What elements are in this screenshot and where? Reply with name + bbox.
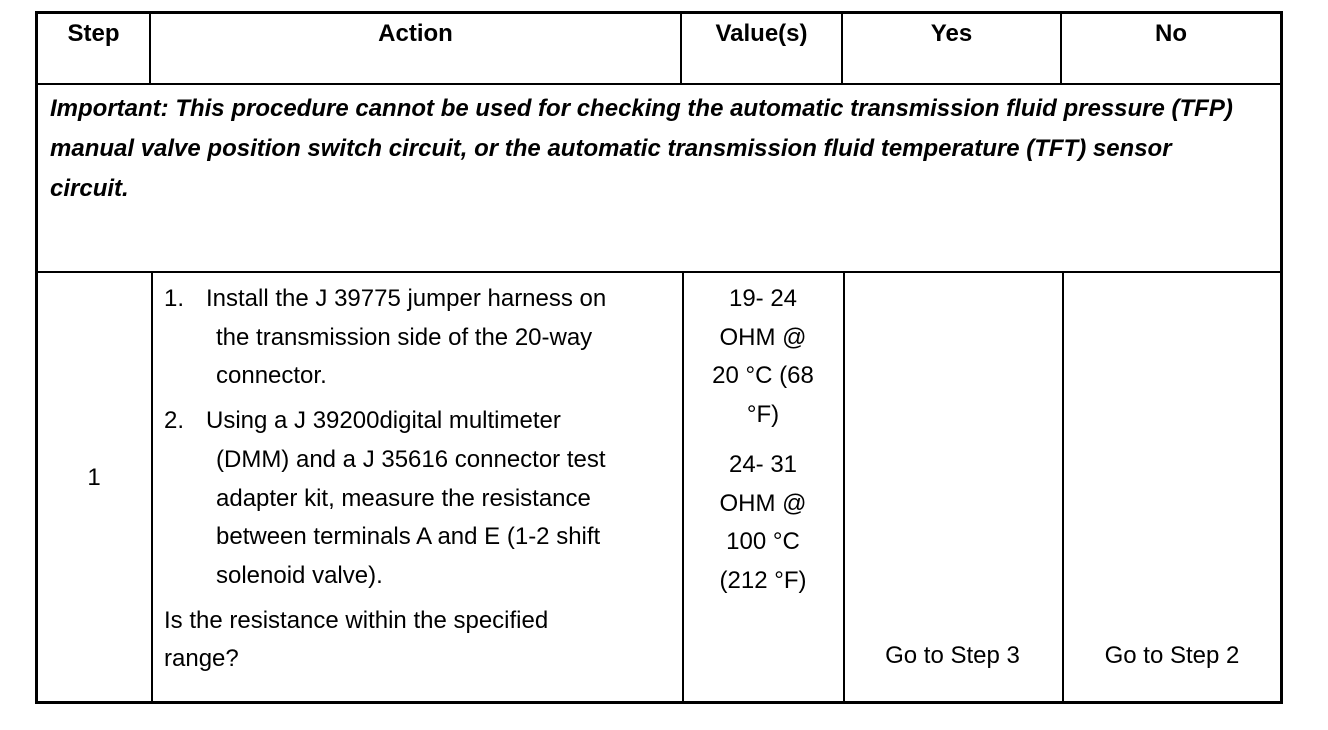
col-divider-yes-row (1062, 273, 1064, 701)
action-line: Install the J 39775 jumper harness on (206, 285, 607, 312)
value-line: 100 °C (726, 528, 800, 555)
action-item (164, 402, 684, 596)
step-number: 1 (87, 464, 101, 491)
header-yes: Yes (930, 20, 973, 47)
important-note: Important: This procedure cannot be used for checking the automatic transmission fluid pressure (TFP) manual valve position switch circuit, or the automatic transmission fluid temperature (TFT) sensor circuit. (50, 95, 1233, 202)
action-cell (164, 280, 684, 679)
col-divider-step-row (151, 273, 153, 701)
action-line: (DMM) and a J 35616 connector test (216, 445, 606, 473)
header-values: Value(s) (715, 20, 808, 47)
note-divider (38, 271, 1280, 273)
value-line: OHM @ (719, 489, 807, 517)
value-line: 20 °C (68 (712, 362, 814, 389)
header-action: Action (378, 20, 453, 47)
question-line: Is the resistance within the specified (164, 606, 549, 634)
header-no: No (1155, 20, 1187, 47)
value-line: (212 °F) (719, 566, 807, 594)
action-item-number: 2. (164, 407, 185, 435)
values-cell (683, 280, 843, 612)
value-spec (683, 280, 843, 434)
value-line: OHM @ (719, 323, 807, 351)
value-line: 19- 24 (728, 285, 798, 312)
header-divider (38, 83, 1280, 85)
action-line: solenoid valve). (216, 561, 383, 589)
yes-goto: Go to Step 3 (885, 642, 1020, 669)
value-line: 24- 31 (728, 451, 798, 478)
no-goto: Go to Step 2 (1104, 642, 1240, 669)
action-item (164, 280, 684, 396)
action-line: adapter kit, measure the resistance (216, 484, 591, 512)
question-line: range? (164, 645, 239, 673)
action-line: the transmission side of the 20-way (216, 323, 593, 351)
action-line: between terminals A and E (1-2 shift (216, 523, 601, 551)
action-question (164, 602, 684, 679)
header-step: Step (67, 20, 120, 47)
diagnostic-table (35, 11, 1283, 704)
value-spec (683, 446, 843, 600)
col-divider-values-row (843, 273, 845, 701)
value-line: °F) (746, 400, 780, 428)
action-line: connector. (216, 362, 327, 390)
action-item-number: 1. (164, 285, 185, 312)
action-line: Using a J 39200digital multimeter (206, 407, 561, 435)
action-list (164, 280, 684, 596)
